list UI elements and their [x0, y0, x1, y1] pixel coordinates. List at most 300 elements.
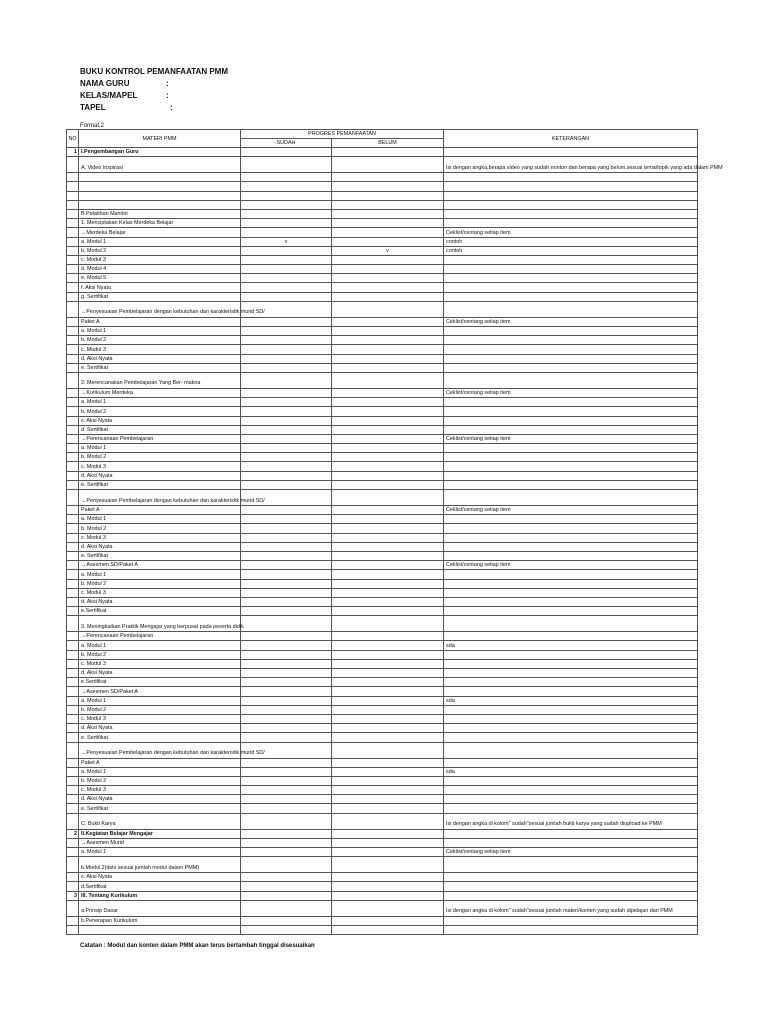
row-belum	[332, 873, 444, 882]
field-value: :	[166, 91, 169, 100]
row-sudah	[241, 588, 332, 597]
row-keterangan: Ceklist/centang setiap item	[444, 388, 698, 397]
table-row	[67, 588, 698, 597]
table-row	[67, 838, 698, 847]
row-belum	[332, 388, 444, 397]
row-sudah	[241, 462, 332, 471]
row-keterangan	[444, 416, 698, 425]
row-sudah	[241, 274, 332, 283]
row-keterangan	[444, 678, 698, 687]
row-keterangan	[444, 650, 698, 659]
row-sudah	[241, 191, 332, 200]
row-sudah	[241, 542, 332, 551]
row-sudah	[241, 219, 332, 228]
table-row	[67, 407, 698, 416]
row-sudah	[241, 650, 332, 659]
row-keterangan: sda	[444, 641, 698, 650]
row-sudah	[241, 838, 332, 847]
table-row	[67, 742, 698, 758]
row-sudah	[241, 607, 332, 616]
row-sudah	[241, 453, 332, 462]
table-row	[67, 191, 698, 200]
row-belum	[332, 776, 444, 785]
row-belum	[332, 336, 444, 345]
row-belum	[332, 678, 444, 687]
row-materi	[79, 191, 241, 200]
row-number	[67, 669, 79, 678]
row-materi: →Asesmen SD/Paket A	[79, 561, 241, 570]
row-keterangan: Isi dengan angka di kolom" sudah"sesuai jumlah materi/konten yang sudah dipelajari dari PMM	[444, 900, 698, 916]
table-row	[67, 327, 698, 336]
row-sudah	[241, 228, 332, 237]
row-number	[67, 758, 79, 767]
row-materi: c. Modul 3	[79, 588, 241, 597]
table-row	[67, 767, 698, 776]
row-sudah	[241, 758, 332, 767]
table-row	[67, 570, 698, 579]
row-keterangan	[444, 148, 698, 157]
row-materi: c. Aksi Nyata	[79, 416, 241, 425]
row-materi: A. Video Inspirasi	[79, 157, 241, 173]
row-materi: a. Modul 1	[79, 515, 241, 524]
row-number	[67, 687, 79, 696]
row-keterangan	[444, 597, 698, 606]
row-keterangan: Isi dengan angka di kolom" sudah"sesuai jumlah bukti karya yang sudah diupload ke PMM	[444, 813, 698, 829]
col-header-no: NO	[67, 130, 79, 148]
row-materi	[79, 200, 241, 209]
row-sudah	[241, 148, 332, 157]
row-belum	[332, 724, 444, 733]
row-materi: e. Sertifikat	[79, 733, 241, 742]
row-number	[67, 767, 79, 776]
table-row	[67, 882, 698, 891]
row-sudah	[241, 336, 332, 345]
table-row	[67, 687, 698, 696]
row-sudah	[241, 515, 332, 524]
row-materi: C. Bukti Karya	[79, 813, 241, 829]
row-sudah	[241, 669, 332, 678]
row-number	[67, 265, 79, 274]
row-number	[67, 678, 79, 687]
row-belum	[332, 882, 444, 891]
row-materi: b. Modul 2	[79, 776, 241, 785]
col-header-materi: MATERI PMM	[79, 130, 241, 148]
row-belum	[332, 434, 444, 443]
row-belum	[332, 696, 444, 705]
row-materi: Paket A	[79, 317, 241, 326]
row-number	[67, 900, 79, 916]
row-belum	[332, 742, 444, 758]
table-row	[67, 561, 698, 570]
row-keterangan: Ceklist/centang setiap item	[444, 228, 698, 237]
row-number	[67, 398, 79, 407]
row-belum	[332, 471, 444, 480]
row-keterangan: sda	[444, 696, 698, 705]
table-row	[67, 795, 698, 804]
row-number	[67, 838, 79, 847]
row-sudah	[241, 561, 332, 570]
row-number	[67, 724, 79, 733]
row-number	[67, 209, 79, 218]
row-materi: a. Modul 1	[79, 696, 241, 705]
row-number: 2	[67, 829, 79, 838]
row-keterangan	[444, 444, 698, 453]
row-belum	[332, 795, 444, 804]
row-materi: I.Pengembangan Guru	[79, 148, 241, 157]
row-keterangan	[444, 891, 698, 900]
row-keterangan	[444, 407, 698, 416]
row-number	[67, 182, 79, 191]
row-materi: a. Modul 1	[79, 570, 241, 579]
row-belum	[332, 588, 444, 597]
row-number	[67, 813, 79, 829]
row-keterangan	[444, 705, 698, 714]
row-sudah	[241, 524, 332, 533]
row-materi: →Penyesuaian Pembelajaran dengan kebutuhan dan karakteristik murid SD/	[79, 742, 241, 758]
field-value: :	[170, 103, 173, 112]
row-belum	[332, 317, 444, 326]
table-row	[67, 916, 698, 925]
row-materi: Paket A	[79, 758, 241, 767]
table-row	[67, 228, 698, 237]
row-number	[67, 551, 79, 560]
row-belum	[332, 551, 444, 560]
row-sudah	[241, 363, 332, 372]
row-keterangan	[444, 588, 698, 597]
table-row	[67, 255, 698, 264]
row-keterangan	[444, 200, 698, 209]
row-belum	[332, 173, 444, 182]
table-row	[67, 705, 698, 714]
row-keterangan	[444, 182, 698, 191]
row-keterangan: Ceklist/centang setiap item	[444, 434, 698, 443]
row-materi: a. Modul 1	[79, 767, 241, 776]
row-keterangan	[444, 786, 698, 795]
row-materi: e.Sertifikat	[79, 607, 241, 616]
row-sudah	[241, 354, 332, 363]
row-sudah	[241, 857, 332, 873]
row-sudah	[241, 533, 332, 542]
row-number	[67, 705, 79, 714]
table-row	[67, 398, 698, 407]
row-belum	[332, 542, 444, 551]
row-number	[67, 237, 79, 246]
row-materi	[79, 182, 241, 191]
row-number	[67, 228, 79, 237]
row-sudah	[241, 804, 332, 813]
row-materi: e.Sertifikat	[79, 678, 241, 687]
table-row	[67, 533, 698, 542]
table-row	[67, 891, 698, 900]
row-sudah	[241, 829, 332, 838]
row-materi	[79, 173, 241, 182]
row-keterangan	[444, 490, 698, 506]
table-row	[67, 462, 698, 471]
row-belum	[332, 570, 444, 579]
row-sudah	[241, 776, 332, 785]
row-sudah	[241, 696, 332, 705]
row-materi: d. Aksi Nyata	[79, 354, 241, 363]
row-belum	[332, 641, 444, 650]
row-number	[67, 542, 79, 551]
row-number	[67, 733, 79, 742]
row-sudah	[241, 616, 332, 632]
row-materi: 3. Meningkatkan Praktik Mengajar yang berpusat pada peserta didik	[79, 616, 241, 632]
field-tapel	[80, 102, 173, 114]
row-materi: →Merdeka Belajar	[79, 228, 241, 237]
row-sudah: v	[241, 237, 332, 246]
row-sudah	[241, 209, 332, 218]
table-row	[67, 579, 698, 588]
row-belum	[332, 597, 444, 606]
row-belum	[332, 607, 444, 616]
row-materi: c. Modul 3	[79, 659, 241, 668]
table-row	[67, 292, 698, 301]
row-keterangan	[444, 925, 698, 934]
table-row	[67, 425, 698, 434]
table-row	[67, 616, 698, 632]
row-belum	[332, 650, 444, 659]
row-materi: Paket A	[79, 506, 241, 515]
row-sudah	[241, 891, 332, 900]
row-number	[67, 191, 79, 200]
row-number	[67, 200, 79, 209]
row-keterangan: Ceklist/centang setiap item	[444, 317, 698, 326]
row-materi: d. Aksi Nyata	[79, 597, 241, 606]
row-materi: b. Modul 2	[79, 246, 241, 255]
row-belum	[332, 714, 444, 723]
row-sudah	[241, 795, 332, 804]
row-keterangan: Isi dengan angka,berapa video yang sudah nonton dan berapa yang belum,sesuai tema/topik yang ada dalam PMM	[444, 157, 698, 173]
row-materi: c. Modul 3	[79, 255, 241, 264]
row-keterangan	[444, 724, 698, 733]
row-materi: e. Sertifikat	[79, 804, 241, 813]
row-sudah	[241, 551, 332, 560]
row-belum: v	[332, 246, 444, 255]
row-materi: →Perencanaan Pembelajaran	[79, 434, 241, 443]
row-keterangan	[444, 551, 698, 560]
row-materi: a. Modul 1	[79, 641, 241, 650]
row-materi: b.Modul 2(dstx sesuai jumlah modul dalam PMM)	[79, 857, 241, 873]
row-sudah	[241, 265, 332, 274]
row-materi: b.Penerapan Kurikulum	[79, 916, 241, 925]
row-belum	[332, 363, 444, 372]
row-belum	[332, 191, 444, 200]
row-keterangan	[444, 462, 698, 471]
row-sudah	[241, 407, 332, 416]
footer-note: Catatan : Modul dan konten dalam PMM akan terus bertambah tinggal disesuaikan	[80, 943, 315, 949]
row-belum	[332, 616, 444, 632]
row-sudah	[241, 173, 332, 182]
row-materi: e. Sertifikat	[79, 480, 241, 489]
row-materi: c. Modul 3	[79, 462, 241, 471]
row-materi: d. Aksi Nyata	[79, 795, 241, 804]
row-number	[67, 317, 79, 326]
row-sudah	[241, 705, 332, 714]
row-number	[67, 246, 79, 255]
row-materi: d. Aksi Nyata	[79, 471, 241, 480]
table-row	[67, 669, 698, 678]
table-row	[67, 480, 698, 489]
row-materi: g. Sertifikat	[79, 292, 241, 301]
table-row	[67, 434, 698, 443]
table-row	[67, 200, 698, 209]
row-belum	[332, 237, 444, 246]
field-kelas-mapel	[80, 90, 169, 102]
table-row	[67, 873, 698, 882]
row-sudah	[241, 632, 332, 641]
row-number: 3	[67, 891, 79, 900]
row-sudah	[241, 398, 332, 407]
control-table	[66, 129, 723, 935]
row-materi: e. Modul 5	[79, 274, 241, 283]
row-materi: c. Modul 3	[79, 786, 241, 795]
row-materi: →Perencanaan Pembelajaran	[79, 632, 241, 641]
row-keterangan	[444, 336, 698, 345]
row-sudah	[241, 767, 332, 776]
row-number	[67, 255, 79, 264]
row-materi: b. Modul 2	[79, 650, 241, 659]
row-materi: b. Modul 2	[79, 579, 241, 588]
row-keterangan	[444, 255, 698, 264]
row-number	[67, 336, 79, 345]
row-materi: a. Modul 1	[79, 848, 241, 857]
table-row	[67, 724, 698, 733]
row-belum	[332, 453, 444, 462]
row-materi: b. Modul 2	[79, 407, 241, 416]
row-number	[67, 696, 79, 705]
row-sudah	[241, 200, 332, 209]
row-keterangan	[444, 795, 698, 804]
table-row	[67, 471, 698, 480]
row-belum	[332, 758, 444, 767]
row-number	[67, 570, 79, 579]
table-body	[67, 148, 723, 935]
row-sudah	[241, 813, 332, 829]
row-keterangan	[444, 301, 698, 317]
row-keterangan	[444, 669, 698, 678]
row-keterangan	[444, 327, 698, 336]
row-keterangan	[444, 838, 698, 847]
row-number	[67, 173, 79, 182]
col-header-belum: BELUM	[332, 139, 444, 148]
table-row	[67, 490, 698, 506]
field-label: NAMA GURU	[80, 79, 130, 88]
row-number	[67, 434, 79, 443]
row-sudah	[241, 506, 332, 515]
table-row	[67, 597, 698, 606]
table-row	[67, 148, 698, 157]
row-belum	[332, 687, 444, 696]
col-header-sudah: SUDAH	[241, 139, 332, 148]
row-belum	[332, 327, 444, 336]
table-row	[67, 372, 698, 388]
row-materi: f. Aksi Nyata	[79, 283, 241, 292]
row-number	[67, 882, 79, 891]
row-sudah	[241, 444, 332, 453]
row-sudah	[241, 786, 332, 795]
table-row	[67, 542, 698, 551]
row-keterangan	[444, 453, 698, 462]
row-keterangan	[444, 265, 698, 274]
row-belum	[332, 157, 444, 173]
row-number	[67, 407, 79, 416]
row-belum	[332, 148, 444, 157]
row-sudah	[241, 848, 332, 857]
row-keterangan	[444, 524, 698, 533]
row-belum	[332, 848, 444, 857]
table-row	[67, 354, 698, 363]
table-row	[67, 848, 698, 857]
row-keterangan: contoh	[444, 246, 698, 255]
row-sudah	[241, 597, 332, 606]
row-keterangan	[444, 480, 698, 489]
row-sudah	[241, 900, 332, 916]
row-number: 1	[67, 148, 79, 157]
row-belum	[332, 916, 444, 925]
row-sudah	[241, 579, 332, 588]
row-sudah	[241, 659, 332, 668]
table-row	[67, 219, 698, 228]
row-belum	[332, 480, 444, 489]
row-materi: d. Aksi Nyata	[79, 724, 241, 733]
row-number	[67, 804, 79, 813]
table-row	[67, 678, 698, 687]
table-row	[67, 388, 698, 397]
row-keterangan	[444, 733, 698, 742]
row-keterangan	[444, 758, 698, 767]
row-sudah	[241, 925, 332, 934]
row-materi: a. Modul 1	[79, 237, 241, 246]
table-row	[67, 857, 698, 873]
field-value: :	[166, 79, 169, 88]
table-row	[67, 733, 698, 742]
row-number	[67, 471, 79, 480]
row-belum	[332, 182, 444, 191]
row-keterangan	[444, 873, 698, 882]
row-keterangan	[444, 209, 698, 218]
row-materi: b. Modul 2	[79, 336, 241, 345]
row-keterangan	[444, 742, 698, 758]
table-row	[67, 265, 698, 274]
row-materi: c. Modul 3	[79, 533, 241, 542]
row-materi: →Asesmen Murid	[79, 838, 241, 847]
row-number	[67, 292, 79, 301]
row-belum	[332, 416, 444, 425]
table-row	[67, 336, 698, 345]
table-row	[67, 274, 698, 283]
row-belum	[332, 804, 444, 813]
table-row	[67, 641, 698, 650]
table-row	[67, 776, 698, 785]
table-row	[67, 157, 698, 173]
table-row	[67, 714, 698, 723]
row-sudah	[241, 714, 332, 723]
row-keterangan: contoh	[444, 237, 698, 246]
row-number	[67, 916, 79, 925]
row-belum	[332, 733, 444, 742]
row-belum	[332, 767, 444, 776]
row-belum	[332, 301, 444, 317]
row-number	[67, 480, 79, 489]
row-keterangan	[444, 398, 698, 407]
row-number	[67, 515, 79, 524]
row-keterangan	[444, 274, 698, 283]
row-belum	[332, 659, 444, 668]
table-row	[67, 829, 698, 838]
row-sudah	[241, 916, 332, 925]
table-row	[67, 813, 698, 829]
